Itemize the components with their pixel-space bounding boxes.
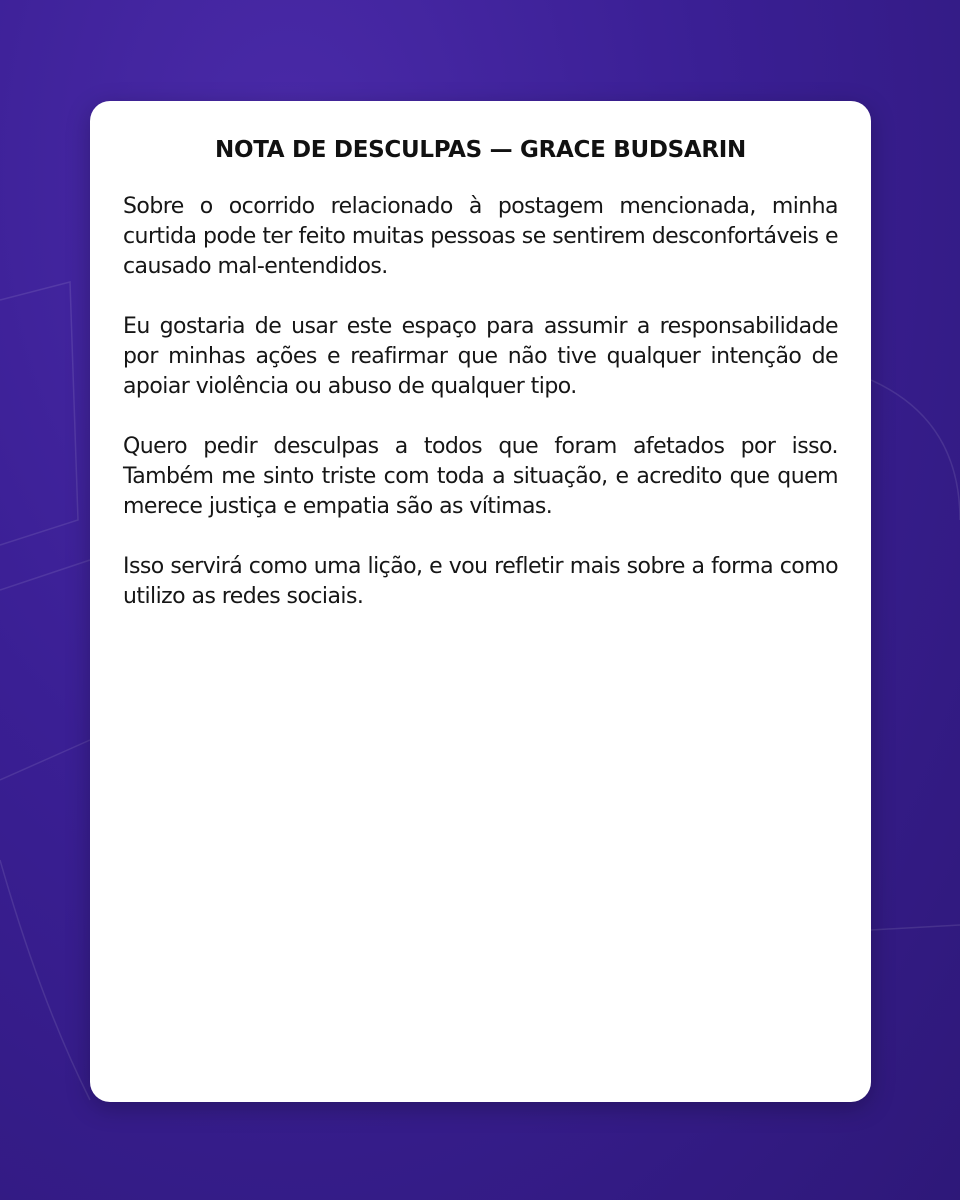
note-title: NOTA DE DESCULPAS — GRACE BUDSARIN (215, 137, 746, 163)
note-paragraph-3: Quero pedir desculpas a todos que foram afetados por isso. Também me sinto triste com toda a situação, e acredito que quem merece justiça e empatia são as vítimas. (123, 434, 838, 519)
apology-note-card (90, 101, 871, 1102)
note-paragraph-2: Eu gostaria de usar este espaço para assumir a responsabilidade por minhas ações e reafirmar que não tive qualquer intenção de apoiar violência ou abuso de qualquer tipo. (123, 314, 838, 399)
note-paragraph-1: Sobre o ocorrido relacionado à postagem mencionada, minha curtida pode ter feito muitas pessoas se sentirem desconfortáveis e causado mal-entendidos. (123, 194, 838, 279)
note-paragraph-4: Isso servirá como uma lição, e vou refletir mais sobre a forma como utilizo as redes sociais. (123, 554, 838, 609)
